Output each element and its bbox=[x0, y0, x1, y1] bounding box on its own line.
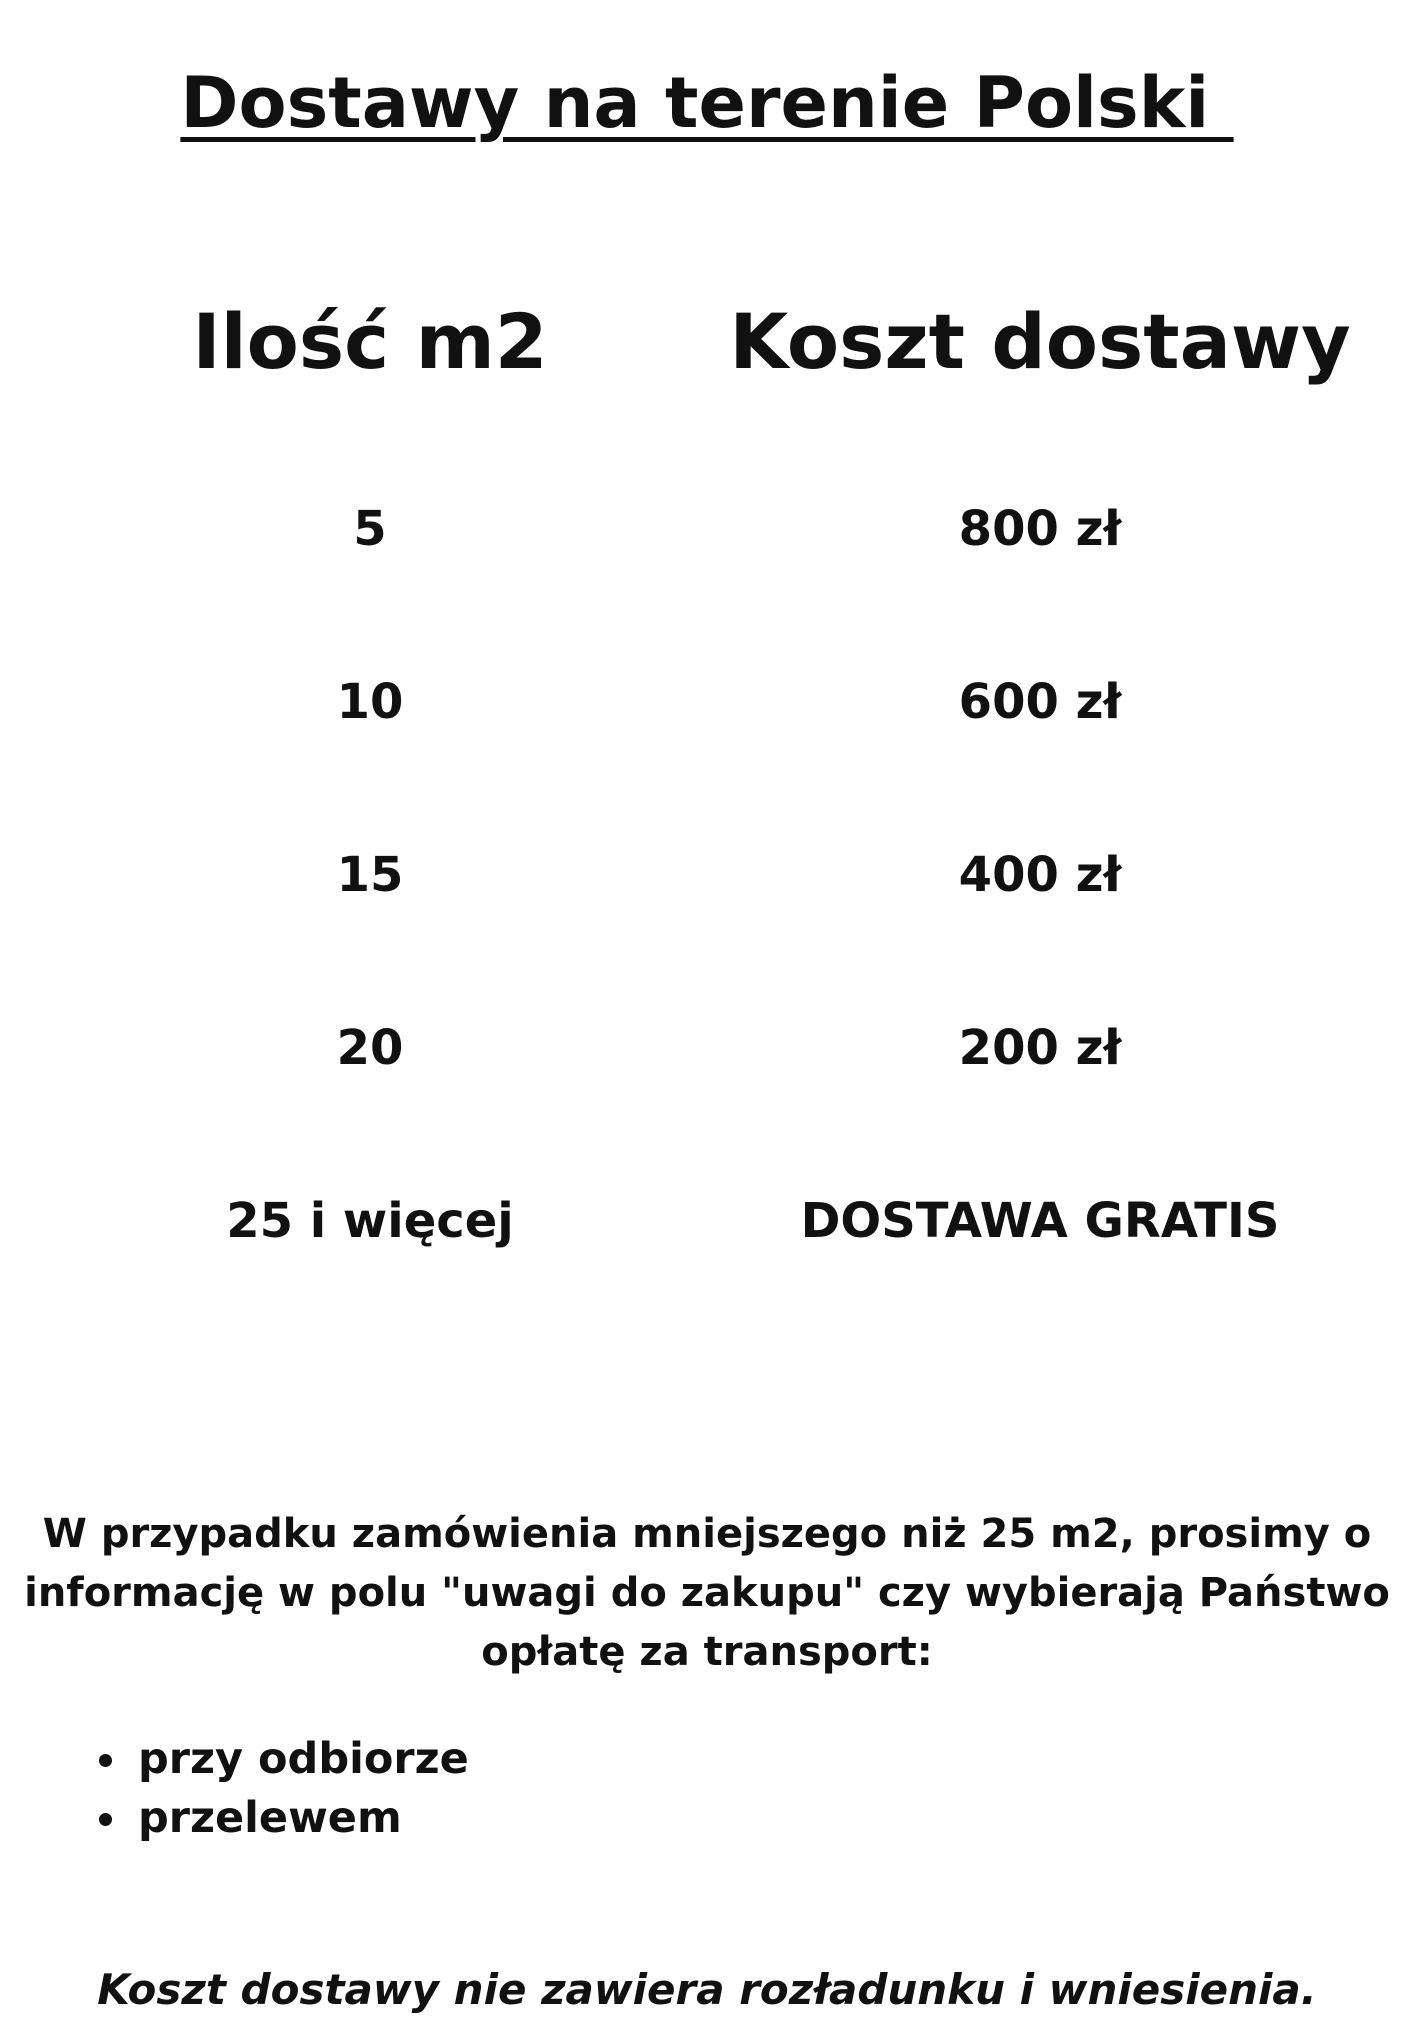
payment-options-list bbox=[95, 1730, 469, 1848]
row-quantity-2: 10 bbox=[336, 674, 404, 730]
column-header-quantity: Ilość m2 bbox=[192, 297, 548, 386]
bullet-icon bbox=[99, 1813, 112, 1826]
row-quantity-4: 20 bbox=[336, 1020, 404, 1076]
row-cost-3: 400 zł bbox=[958, 847, 1122, 903]
row-quantity-1: 5 bbox=[353, 501, 387, 557]
column-header-cost: Koszt dostawy bbox=[729, 297, 1351, 386]
list-item bbox=[95, 1730, 469, 1789]
list-item bbox=[95, 1789, 469, 1848]
row-cost-4: 200 zł bbox=[958, 1020, 1122, 1076]
footer-note: Koszt dostawy nie zawiera rozładunku i wniesienia. bbox=[97, 1965, 1317, 2014]
order-note: W przypadku zamówienia mniejszego niż 25 m2, prosimy o informację w polu "uwagi do zakupu" czy wybierają Państwo opłatę za transport: bbox=[24, 1511, 1390, 1675]
payment-option-label: przelewem bbox=[138, 1793, 402, 1843]
row-quantity-5: 25 i więcej bbox=[226, 1193, 514, 1249]
row-cost-5: DOSTAWA GRATIS bbox=[800, 1193, 1280, 1249]
row-cost-2: 600 zł bbox=[958, 674, 1122, 730]
page-title: Dostawy na terenie Polski bbox=[180, 62, 1234, 144]
bullet-icon bbox=[99, 1754, 112, 1767]
row-quantity-3: 15 bbox=[336, 847, 404, 903]
row-cost-1: 800 zł bbox=[958, 501, 1122, 557]
payment-option-label: przy odbiorze bbox=[138, 1734, 469, 1784]
